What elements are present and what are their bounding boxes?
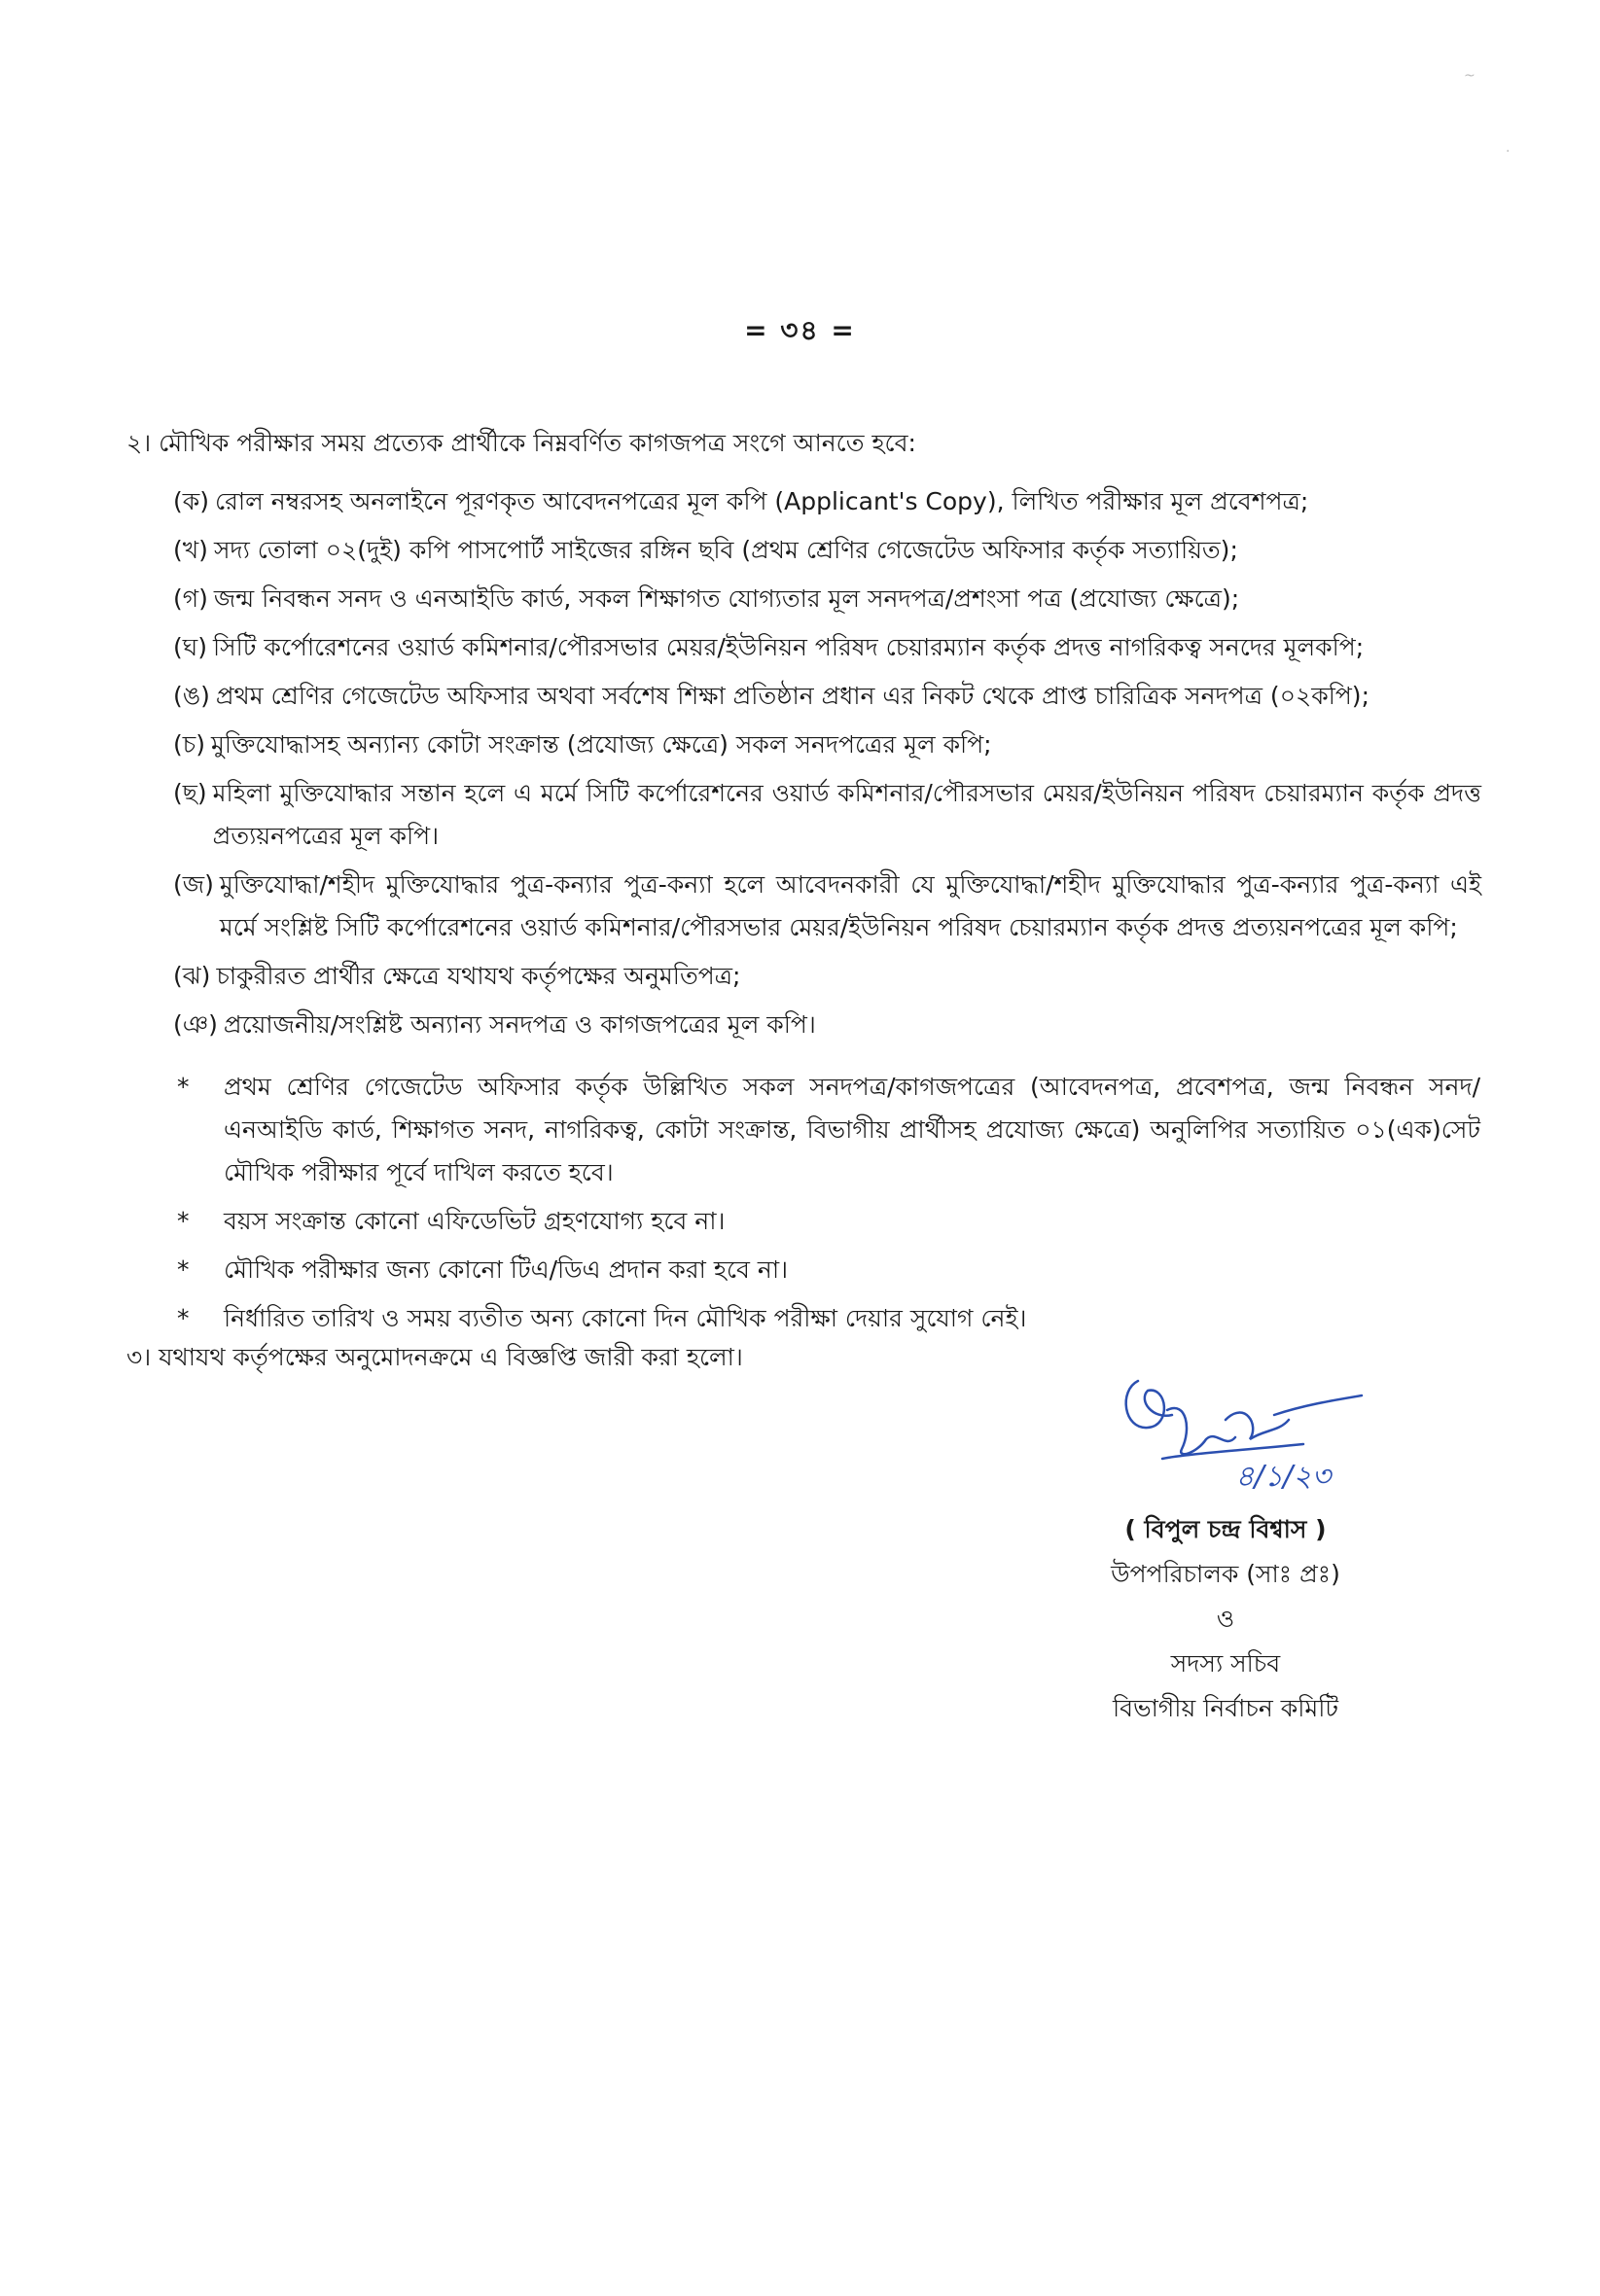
note-item: [177, 1066, 1480, 1194]
document-item: [173, 1004, 1481, 1046]
scan-speck-mark: ~: [1464, 68, 1476, 84]
signer-role: সদস্য সচিব: [1170, 1649, 1281, 1678]
document-item: [173, 529, 1481, 572]
document-item-text: প্রয়োজনীয়/সংশ্লিষ্ট অন্যান্য সনদপত্র ও কাগজপত্রের মূল কপি।: [223, 1010, 816, 1039]
document-item: [173, 772, 1481, 858]
handwritten-signature: [1080, 1361, 1371, 1507]
document-item-marker: (ঘ): [173, 633, 207, 661]
notes-list: [177, 1066, 1480, 1346]
document-item-text: মুক্তিযোদ্ধাসহ অন্যান্য কোটা সংক্রান্ত (প্রযোজ্য ক্ষেত্রে) সকল সনদপত্রের মূল কপি;: [211, 730, 992, 759]
document-item-text: চাকুরীরত প্রার্থীর ক্ষেত্রে যথাযথ কর্তৃপক্ষের অনুমতিপত্র;: [216, 962, 741, 990]
document-item-marker: (গ): [173, 584, 208, 613]
note-item-marker: *: [177, 1304, 190, 1332]
document-item-marker: (ঝ): [173, 962, 211, 990]
document-item-marker: (ছ): [173, 779, 207, 807]
document-item: [173, 578, 1481, 620]
signer-committee: বিভাগীয় নির্বাচন কমিটি: [1112, 1694, 1339, 1722]
document-item-marker: (খ): [173, 536, 208, 564]
signature-block: [1021, 1361, 1430, 1731]
document-item-text: রোল নম্বরসহ অনলাইনে পূরণকৃত আবেদনপত্রের মূল কপি (Applicant's Copy), লিখিত পরীক্ষার মূল প্রবেশপত্র;: [215, 487, 1309, 515]
note-item-marker: *: [177, 1073, 190, 1101]
document-item: [173, 955, 1481, 998]
note-item-text: মৌখিক পরীক্ষার জন্য কোনো টিএ/ডিএ প্রদান করা হবে না।: [224, 1255, 789, 1284]
note-item-text: বয়স সংক্রান্ত কোনো এফিডেভিট গ্রহণযোগ্য হবে না।: [224, 1207, 726, 1235]
note-item-text: নির্ধারিত তারিখ ও সময় ব্যতীত অন্য কোনো দিন মৌখিক পরীক্ষা দেয়ার সুযোগ নেই।: [224, 1304, 1027, 1332]
document-item: [173, 864, 1481, 949]
note-item-marker: *: [177, 1207, 190, 1235]
document-item: [173, 626, 1481, 669]
signer-conjunction: ও: [1216, 1605, 1235, 1633]
document-item-marker: (জ): [173, 870, 214, 899]
document-item: [173, 675, 1481, 718]
document-item-marker: (ঙ): [173, 682, 210, 710]
document-item-marker: (ঞ): [173, 1010, 218, 1039]
document-item-marker: (ক): [173, 487, 209, 515]
section-3-text: ৩। যথাযথ কর্তৃপক্ষের অনুমোদনক্রমে এ বিজ্ঞপ্তি জারী করা হলো।: [126, 1343, 743, 1371]
signer-name: ( বিপুল চন্দ্র বিশ্বাস ): [1124, 1515, 1327, 1543]
document-item: [173, 724, 1481, 766]
section-2-intro: ২। মৌখিক পরীক্ষার সময় প্রত্যেক প্রার্থীকে নিম্নবর্ণিত কাগজপত্র সংগে আনতে হবে:: [126, 429, 916, 457]
page-number: = ৩৪ =: [744, 314, 856, 346]
note-item-text: প্রথম শ্রেণির গেজেটেড অফিসার কর্তৃক উল্লিখিত সকল সনদপত্র/কাগজপত্রের (আবেদনপত্র, প্রবেশপত্র, জন্ম নিবন্ধন সনদ/এনআইডি কার্ড, শিক্ষাগত সনদ, নাগরিকত্ব, কোটা সংক্রান্ত, বিভাগীয় প্রার্থীসহ প্রযোজ্য ক্ষেত্রে) অনুলিপির সত্যায়িত ০১(এক)সেট মৌখিক পরীক্ষার পূর্বে দাখিল করতে হবে।: [224, 1073, 1480, 1186]
document-item: [173, 480, 1481, 523]
note-item: [177, 1249, 1480, 1291]
note-item: [177, 1200, 1480, 1243]
scan-speck-mark: ·: [1506, 144, 1511, 159]
document-item-text: সিটি কর্পোরেশনের ওয়ার্ড কমিশনার/পৌরসভার মেয়র/ইউনিয়ন পরিষদ চেয়ারম্যান কর্তৃক প্রদত্ত নাগরিকত্ব সনদের মূলকপি;: [212, 633, 1365, 661]
document-item-text: প্রথম শ্রেণির গেজেটেড অফিসার অথবা সর্বশেষ শিক্ষা প্রতিষ্ঠান প্রধান এর নিকট থেকে প্রাপ্ত চারিত্রিক সনদপত্র (০২কপি);: [215, 682, 1369, 710]
document-item-text: সদ্য তোলা ০২(দুই) কপি পাসপোর্ট সাইজের রঙ্গিন ছবি (প্রথম শ্রেণির গেজেটেড অফিসার কর্তৃক সত্যায়িত);: [213, 536, 1238, 564]
signature-date: ৪/১/২৩: [1235, 1460, 1332, 1494]
signer-designation: উপপরিচালক (সাঃ প্রঃ): [1111, 1560, 1340, 1588]
required-documents-list: [173, 480, 1481, 1052]
note-item-marker: *: [177, 1255, 190, 1284]
document-item-marker: (চ): [173, 730, 205, 759]
document-item-text: মুক্তিযোদ্ধা/শহীদ মুক্তিযোদ্ধার পুত্র-কন্যার পুত্র-কন্যা হলে আবেদনকারী যে মুক্তিযোদ্ধা/শহীদ মুক্তিযোদ্ধার পুত্র-কন্যার পুত্র-কন্যা এই মর্মে সংশ্লিষ্ট সিটি কর্পোরেশনের ওয়ার্ড কমিশনার/পৌরসভার মেয়র/ইউনিয়ন পরিষদ চেয়ারম্যান কর্তৃক প্রদত্ত প্রত্যয়নপত্রের মূল কপি;: [219, 870, 1481, 941]
document-item-text: জন্ম নিবন্ধন সনদ ও এনআইডি কার্ড, সকল শিক্ষাগত যোগ্যতার মূল সনদপত্র/প্রশংসা পত্র (প্রযোজ্য ক্ষেত্রে);: [213, 584, 1240, 613]
document-item-text: মহিলা মুক্তিযোদ্ধার সন্তান হলে এ মর্মে সিটি কর্পোরেশনের ওয়ার্ড কমিশনার/পৌরসভার মেয়র/ইউনিয়ন পরিষদ চেয়ারম্যান কর্তৃক প্রদত্ত প্রত্যয়নপত্রের মূল কপি।: [212, 779, 1481, 850]
